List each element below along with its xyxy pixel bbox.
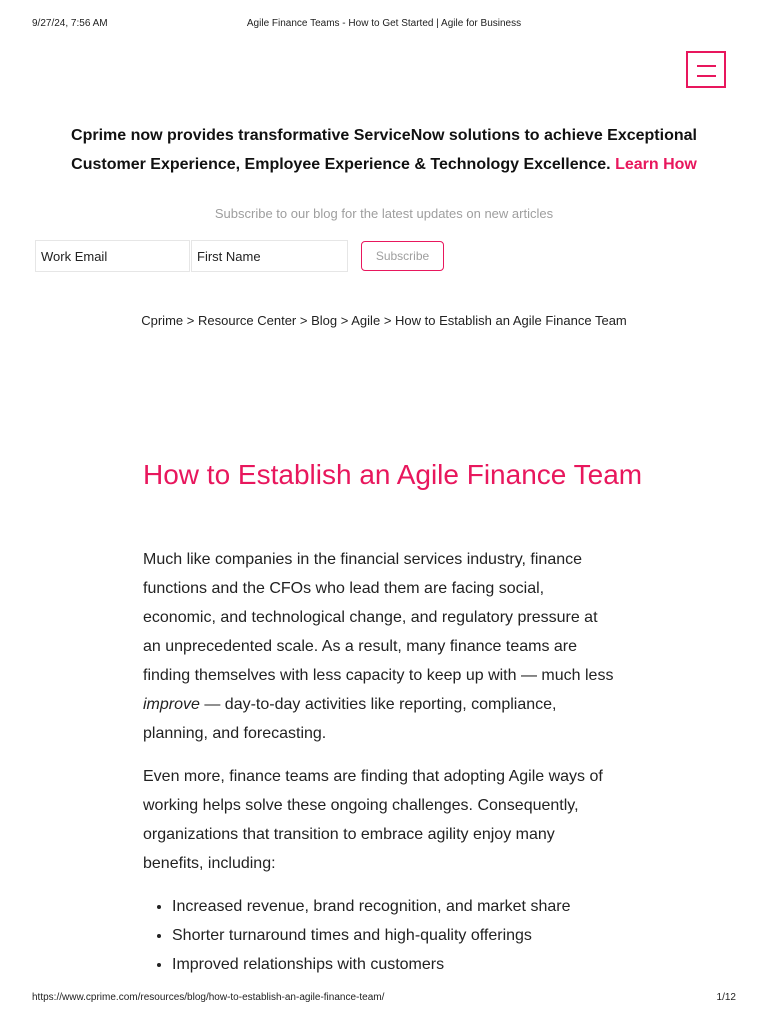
breadcrumb-resource-center[interactable]: Resource Center [197,313,297,328]
breadcrumb-separator: > [340,313,349,328]
work-email-input[interactable] [35,240,190,272]
list-item: • Increased revenue, brand recognition, and market share [172,892,633,921]
p1-line: Much like companies in the financial services industry, finance [143,551,583,568]
article-body [143,545,633,979]
p2-line: Even more, finance teams are finding that adopting Agile ways of [143,768,603,785]
list-item: • Shorter turnaround times and high-quality offerings [172,921,633,950]
p2-line: organizations that transition to embrace agility enjoy many [143,826,555,843]
breadcrumb-current: How to Establish an Agile Finance Team [395,313,627,328]
learn-how-link[interactable]: Learn How [615,156,697,173]
p2-line: working helps solve these ongoing challenges. Consequently, [143,797,579,814]
benefits-list [143,892,633,979]
breadcrumb-separator: > [383,313,392,328]
breadcrumb [0,313,768,328]
print-timestamp: 9/27/24, 7:56 AM [32,18,108,29]
article-paragraph-2 [143,762,633,878]
breadcrumb-cprime[interactable]: Cprime [141,313,184,328]
page-title: How to Establish an Agile Finance Team [143,459,643,490]
breadcrumb-agile[interactable]: Agile [351,313,381,328]
promo-line-2 [40,150,728,179]
breadcrumb-separator: > [299,313,308,328]
first-name-input[interactable] [191,240,348,272]
p1-line: functions and the CFOs who lead them are facing social, [143,580,545,597]
p1-line: an unprecedented scale. As a result, many finance teams are [143,638,578,655]
p1-line: finding themselves with less capacity to keep up with — much less [143,667,614,684]
p1-line: economic, and technological change, and regulatory pressure at [143,609,598,626]
print-url: https://www.cprime.com/resources/blog/how-to-establish-an-agile-finance-team/ [32,992,385,1003]
print-footer [32,992,736,1006]
list-item: • Improved relationships with customers [172,950,633,979]
p1-line: planning, and forecasting. [143,725,327,742]
p1-line: — day-to-day activities like reporting, compliance, [199,696,557,713]
subscribe-button[interactable]: Subscribe [361,241,444,271]
breadcrumb-blog[interactable]: Blog [311,313,338,328]
print-header [32,18,736,32]
article-paragraph-1 [143,545,633,748]
subscribe-note: Subscribe to our blog for the latest updates on new articles [214,206,554,221]
breadcrumb-separator: > [186,313,195,328]
promo-line-1: Cprime now provides transformative ServiceNow solutions to achieve Exceptional [71,127,697,144]
print-page-title: Agile Finance Teams - How to Get Started | Agile for Business [246,18,522,29]
p2-line: benefits, including: [143,855,276,872]
p1-emphasis: improve [143,696,200,713]
print-page-number: 1/12 [716,992,736,1003]
hamburger-menu-button[interactable] [686,51,726,88]
promo-banner [40,121,728,179]
promo-line-2-text: Customer Experience, Employee Experience & Technology Excellence. [71,156,611,173]
